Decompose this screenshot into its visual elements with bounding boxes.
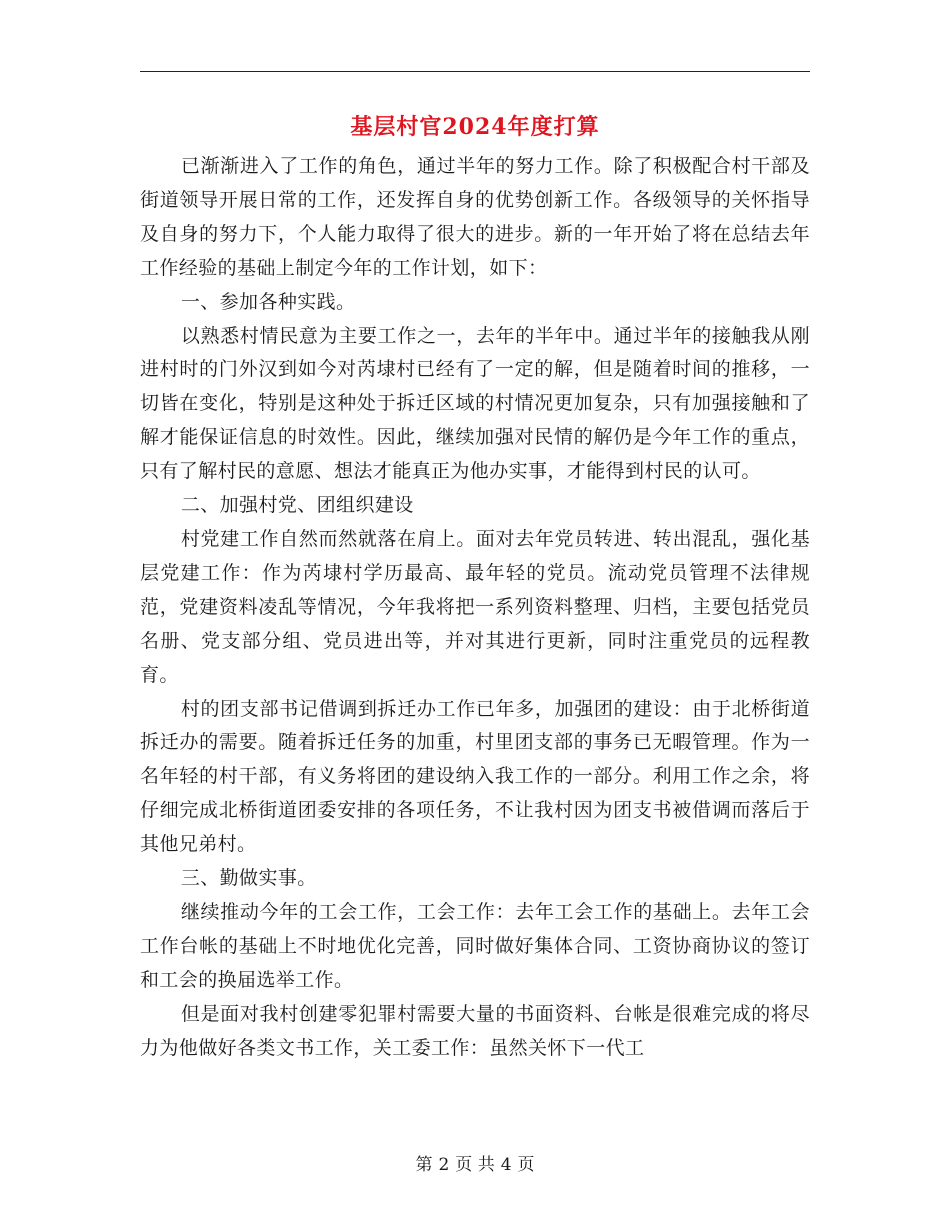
page-suffix: 页	[517, 1155, 535, 1175]
paragraph: 村党建工作自然而然就落在肩上。面对去年党员转进、转出混乱，强化基层党建工作：作为芮埭村学历最高、最年轻的党员。流动党员管理不法律规范，党建资料凌乱等情况，今年我将把一系列资料整理、归档，主要包括党员名册、党支部分组、党员进出等，并对其进行更新，同时注重党员的远程教育。	[140, 527, 810, 686]
paragraph: 村的团支部书记借调到拆迁办工作已年多，加强团的建设：由于北桥街道拆迁办的需要。随着拆迁任务的加重，村里团支部的事务已无暇管理。作为一名年轻的村干部，有义务将团的建设纳入我工作的一部分。利用工作之余，将仔细完成北桥街道团委安排的各项任务，不让我村因为团支书被借调而落后于其他兄弟村。	[140, 697, 810, 856]
paragraph-intro: 已渐渐进入了工作的角色，通过半年的努力工作。除了积极配合村干部及街道领导开展日常的工作，还发挥自身的优势创新工作。各级领导的关怀指导及自身的努力下，个人能力取得了很大的进步。新的一年开始了将在总结去年工作经验的基础上制定今年的工作计划，如下：	[140, 155, 810, 279]
section-heading-2: 二、加强村党、团组织建设	[180, 494, 414, 517]
page-middle: 页 共	[455, 1155, 495, 1175]
paragraph: 继续推动今年的工会工作，工会工作：去年工会工作的基础上。去年工会工作台帐的基础上不时地优化完善，同时做好集体合同、工资协商协议的签订和工会的换届选举工作。	[140, 900, 810, 991]
total-pages-number: 4	[500, 1155, 512, 1175]
document-title: 基层村官2024年度打算	[350, 114, 600, 140]
page-prefix: 第	[415, 1155, 433, 1175]
paragraph: 但是面对我村创建零犯罪村需要大量的书面资料、台帐是很难完成的将尽力为他做好各类文书工作，关工委工作：虽然关怀下一代工	[140, 1002, 810, 1059]
document-body	[140, 150, 810, 1065]
current-page-number: 2	[438, 1155, 450, 1175]
section-heading-3: 三、勤做实事。	[180, 867, 317, 890]
section-heading-1: 一、参加各种实践。	[180, 290, 356, 313]
header-rule	[140, 71, 810, 72]
page-footer	[0, 1153, 950, 1177]
paragraph: 以熟悉村情民意为主要工作之一，去年的半年中。通过半年的接触我从刚进村时的门外汉到如今对芮埭村已经有了一定的解，但是随着时间的推移，一切皆在变化，特别是这种处于拆迁区域的村情况更加复杂，只有加强接触和了解才能保证信息的时效性。因此，继续加强对民情的解仍是今年工作的重点，只有了解村民的意愿、想法才能真正为他办实事，才能得到村民的认可。	[140, 324, 810, 483]
